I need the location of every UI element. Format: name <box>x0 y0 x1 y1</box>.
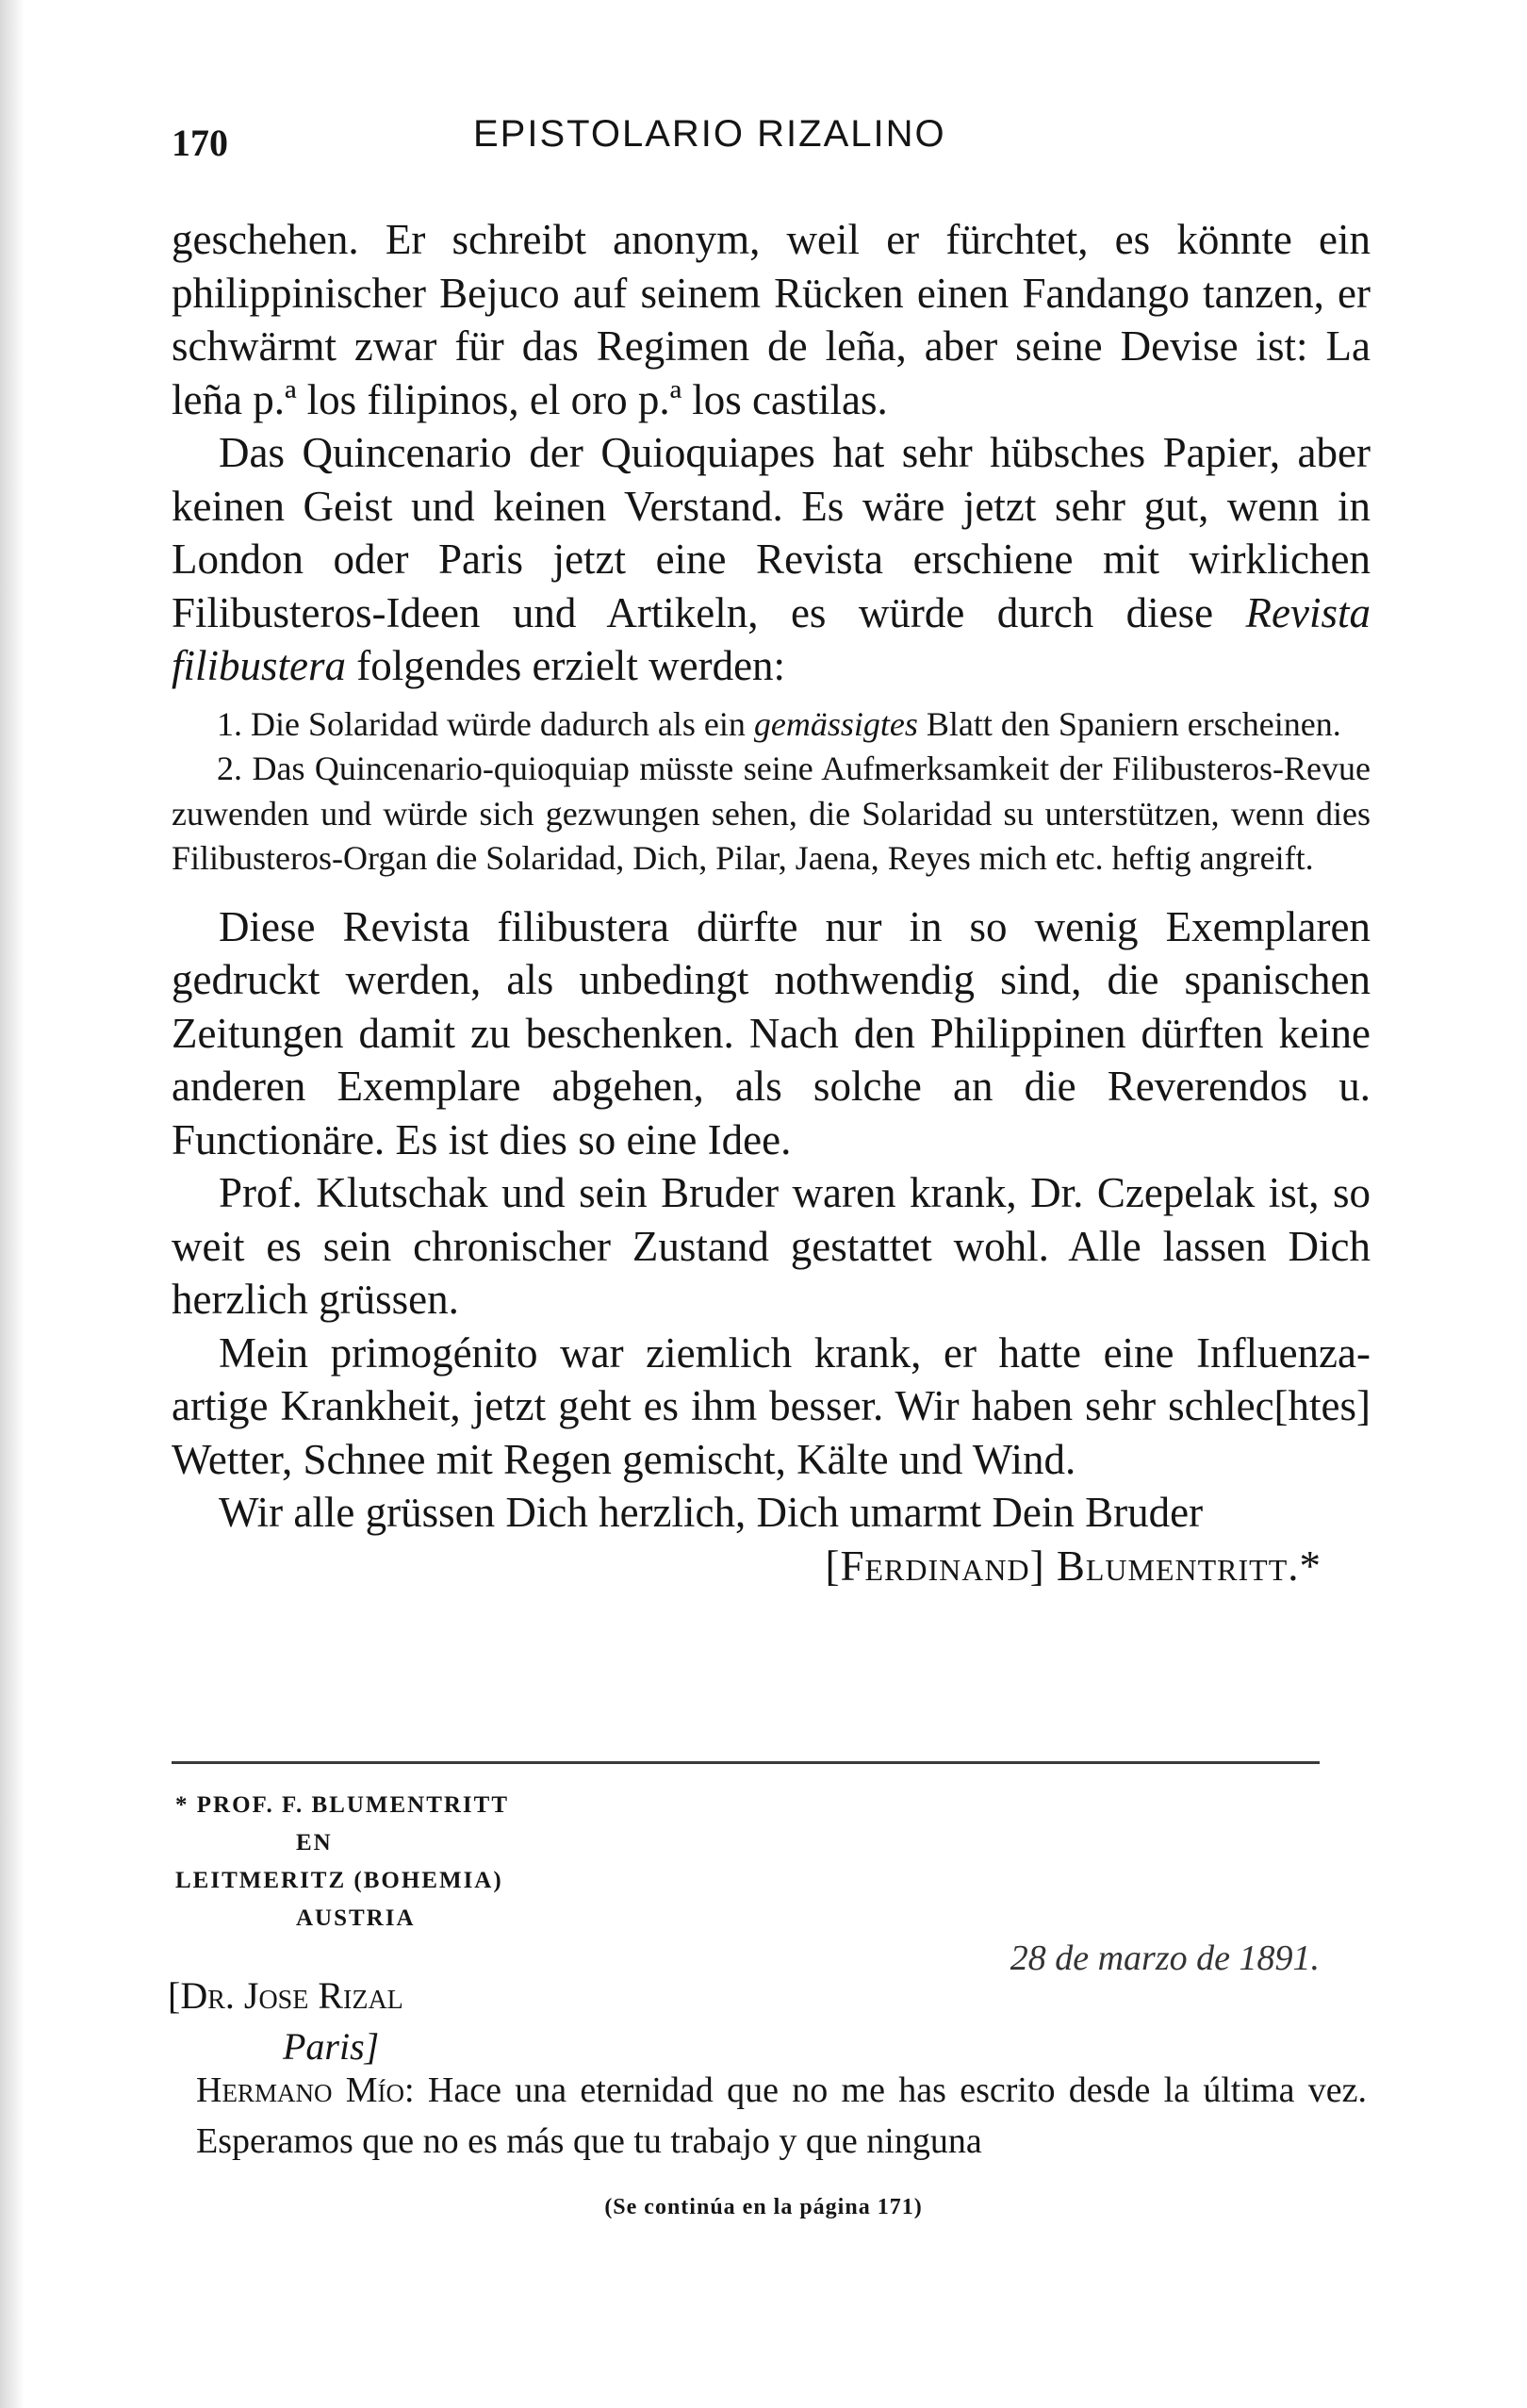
continuation-note: (Se continúa en la página 171) <box>604 2195 923 2219</box>
paragraph-3: Diese Revista filibustera dürfte nur in so wenig Exemplaren gedruckt werden, als unbedingt nothwendig sind, die spanischen Zeitungen damit zu beschenken. Nach den Philippinen dürften keine anderen Exemplare abgehen, als solche an die Reverendos u. Functionäre. Es ist dies so eine Idee. <box>172 902 1371 1163</box>
list-item-1 <box>172 702 1371 748</box>
address-line-4: AUSTRIA <box>296 1905 416 1931</box>
salutation: Hermano Mío: <box>196 2070 415 2110</box>
page-number: 170 <box>172 122 228 164</box>
paragraph-4: Prof. Klutschak und sein Bruder waren krank, Dr. Czepelak ist, so weit es sein chronischer Zustand gestattet wohl. Alle lassen Dich herzlich grüssen. <box>172 1169 1371 1323</box>
recipient-block <box>168 1971 403 2072</box>
address-line-2: EN <box>296 1830 333 1855</box>
running-title: EPISTOLARIO RIZALINO <box>473 113 946 155</box>
address-line-1: * PROF. F. BLUMENTRITT <box>175 1792 510 1818</box>
signature: [Ferdinand] Blumentritt.* <box>825 1542 1322 1590</box>
opening-text: Hace una eternidad que no me has escrito desde la última vez. Esperamos que no es más que tu trabajo y que ninguna <box>196 2070 1367 2161</box>
paragraph-2 <box>172 426 1371 693</box>
paragraph-2-text-a: Das Quincenario der Quioquiapes hat sehr hübsches Papier, aber keinen Geist und keinen Verstand. Es wäre jetzt sehr gut, wenn in London oder Paris jetzt eine Revista erschiene mit wirklichen Filibusteros-Ideen und Artikeln, es würde durch diese <box>172 429 1371 636</box>
paragraph-5: Mein primogénito war ziemlich krank, er hatte eine Influenza-artige Krankheit, jetzt geht es ihm besser. Wir haben sehr schlec[htes] Wetter, Schnee mit Regen gemischt, Kälte und Wind. <box>172 1328 1371 1483</box>
page-header <box>172 113 1310 177</box>
recipient-place: Paris] <box>283 2025 380 2068</box>
footnote-divider <box>172 1761 1320 1764</box>
list-item-1-italic: gemässigtes <box>753 704 918 743</box>
paragraph-6: Wir alle grüssen Dich herzlich, Dich umarmt Dein Bruder <box>219 1489 1204 1536</box>
list-item-1-text-b: Blatt den Spaniern erscheinen. <box>917 704 1341 743</box>
letter-date: 28 de marzo de 1891. <box>1010 1938 1320 1978</box>
letter-body <box>172 213 1371 1592</box>
numbered-list <box>172 702 1371 882</box>
address-line-3: LEITMERITZ (BOHEMIA) <box>175 1868 503 1893</box>
paragraph-1: geschehen. Er schreibt anonym, weil er fürchtet, es könnte ein philippinischer Bejuco auf seinem Rücken einen Fandango tanzen, er schwärmt zwar für das Regimen de leña, aber seine Devise ist: La leña p.ª los filipinos, el oro p.ª los castilas. <box>172 216 1371 423</box>
paragraph-2-text-b: folgendes erzielt werden: <box>346 642 786 689</box>
page-edge-shadow <box>0 0 25 2408</box>
list-item-1-text-a: 1. Die Solaridad würde dadurch als ein <box>217 704 754 743</box>
list-item-2: 2. Das Quincenario-quioquiap müsste seine Aufmerksamkeit der Filibusteros-Revue zuwenden und würde sich gezwungen sehen, die Solaridad su unterstützen, wenn dies Filibusteros-Organ die Solaridad, Dich, Pilar, Jaena, Reyes mich etc. heftig angreift. <box>172 750 1371 877</box>
paragraph-2-italic: Revista filibustera <box>172 588 1371 689</box>
recipient-name: [Dr. Jose Rizal <box>168 1974 403 2017</box>
footnote-address <box>175 1787 571 1938</box>
next-letter-opening <box>196 2065 1367 2167</box>
